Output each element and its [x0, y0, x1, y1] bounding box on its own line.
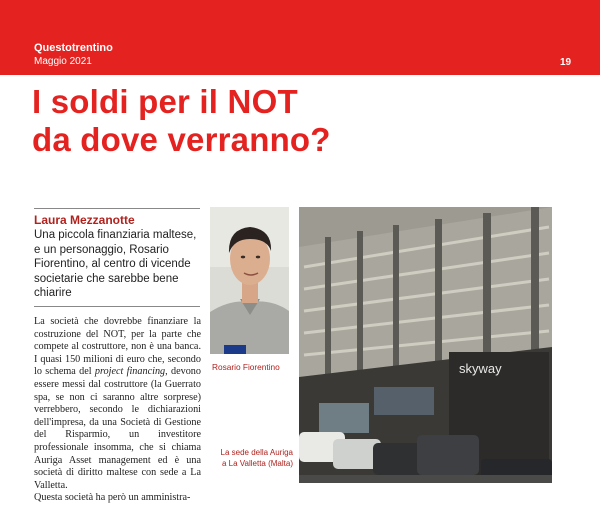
magazine-name: Questotrentino: [34, 42, 113, 54]
divider: [34, 208, 200, 209]
lead-line: societarie che sarebbe bene: [34, 272, 179, 285]
article-body: [34, 316, 201, 505]
title-line-1: I soldi per il NOT: [32, 83, 298, 120]
article-lead: [34, 228, 204, 301]
building-sign: skyway: [459, 361, 502, 376]
issue-date: Maggio 2021: [34, 56, 92, 67]
author-name: Laura Mezzanotte: [34, 213, 135, 227]
page-number: 19: [560, 57, 572, 68]
divider: [34, 306, 200, 307]
portrait-caption: Rosario Fiorentino: [212, 362, 280, 372]
paragraph: La società che dovrebbe finanziare la costruzione del NOT, per la parte che compete al costruttore, non è una banca. I quasi 150 milioni di euro che, secondo lo schema del project financing, devono essere messi dal costruttore (la Guerrato spa, se non ci saranno altre sorprese) verrebbero, secondo le dichiarazioni dell'impresa, da una Società di Gestione del Risparmio, un investitore professionale insomma, che si chiama Auriga Asset management ed è una società di diritto maltese con sede a La Valletta.: [34, 316, 201, 491]
building-caption: La sede della Auriga a La Valletta (Malta): [220, 448, 293, 468]
portrait-photo: [210, 207, 289, 354]
lead-line: Fiorentino, al centro di vicende: [34, 258, 191, 270]
lead-line: e un personaggio, Rosario: [34, 243, 169, 256]
article-title: [32, 83, 412, 159]
building-photo: [299, 207, 552, 483]
title-line-2: da dove verranno?: [32, 121, 331, 158]
lead-line: chiarire: [34, 287, 72, 299]
paragraph: Questa società ha però un amministra-: [34, 492, 191, 504]
lead-line: Una piccola finanziaria maltese,: [34, 229, 197, 241]
